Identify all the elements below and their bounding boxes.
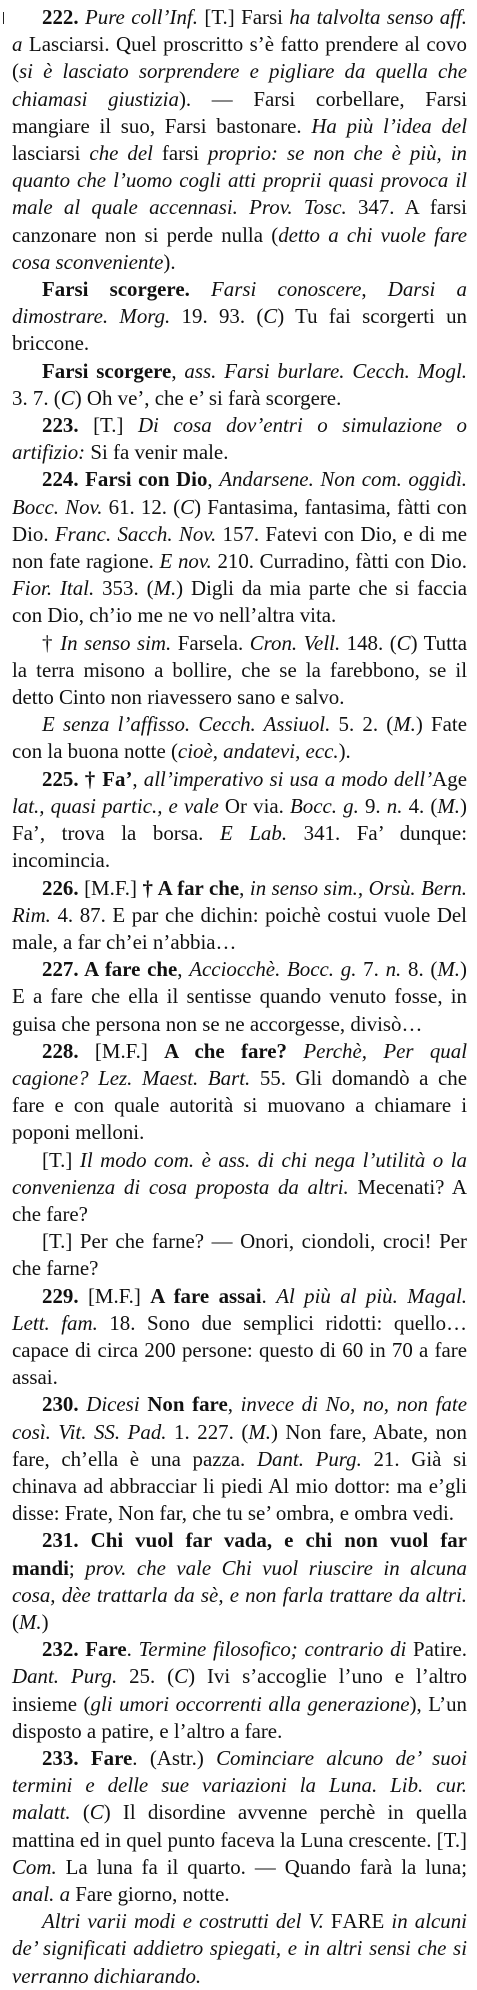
- entry-text-segment: 353. (: [94, 576, 154, 601]
- entry-text-segment: che del: [89, 141, 153, 166]
- entry-text-segment: C: [60, 385, 75, 410]
- entry-text-segment: [T.] Farsi: [197, 5, 290, 29]
- entry-text-segment: (: [70, 1800, 90, 1825]
- entry-text-segment: 148. (: [340, 630, 397, 655]
- entry-text-segment: [M.F.]: [84, 875, 143, 900]
- entry-text-segment: n.: [385, 957, 402, 982]
- entry-text-segment: Ha più l’idea del: [311, 113, 467, 138]
- entry-text-segment: (: [12, 1609, 19, 1634]
- entry-text-segment: ) Oh ve’, che e’ si farà scorgere.: [74, 385, 342, 410]
- entry-text-segment: Cron. Vell.: [249, 630, 341, 655]
- entry-text-segment: Cominciare alcuno de’ suoi termini e delle sue variazioni la Luna. Lib. cur. malatt.: [12, 1746, 467, 1825]
- entry-text-segment: 232. Fare: [42, 1637, 127, 1662]
- entry-text-segment: invece di No, no, non fate così. Vit. SS. Pad.: [12, 1392, 467, 1444]
- entry-text-segment: 222.: [42, 5, 85, 29]
- entry-text-segment: Il modo com. è ass. di chi nega l’utilità o la convenienza di cosa proposta da altri.: [12, 1147, 467, 1199]
- entry-text-segment: 224. Farsi con Dio: [42, 467, 208, 492]
- entry-e223: [12, 412, 467, 466]
- entry-text-segment: 3. 7. (: [12, 385, 61, 410]
- entry-text-segment: 5. 2. (: [330, 712, 394, 737]
- entry-text-segment: anal. a: [12, 1882, 71, 1907]
- entry-text-segment: Dant. Purg.: [12, 1664, 118, 1689]
- entry-e231: [12, 1527, 467, 1636]
- entry-text-segment: Fare giorno, notte.: [70, 1882, 230, 1907]
- entry-text-segment: . (Astr.): [132, 1746, 217, 1770]
- entry-text-segment: 230.: [42, 1392, 87, 1417]
- entry-text-segment: M.: [437, 793, 460, 818]
- entry-text-segment: 229.: [42, 1283, 88, 1308]
- entry-text-segment: [M.F.]: [87, 1283, 151, 1308]
- entry-text-segment: E senza l’affisso. Cecch. Assiuol.: [42, 712, 331, 737]
- entry-text-segment: in senso sim., Orsù. Bern. Rim.: [12, 875, 468, 927]
- entry-e228c: [12, 1228, 467, 1282]
- entry-text-segment: M.: [153, 576, 177, 601]
- entry-text-segment: 347. A farsi canzonare non si perde nulla (: [12, 195, 467, 247]
- entry-text-segment: A fare assai: [150, 1283, 262, 1308]
- entry-text-segment: ,: [177, 957, 190, 982]
- entry-e224c: [12, 711, 467, 765]
- entry-text-segment: Farsi conoscere: [211, 277, 362, 302]
- entry-text-segment: Di cosa dov’entri o simulazione o artifizio:: [12, 413, 468, 465]
- entry-text-segment: C: [89, 1800, 104, 1825]
- entry-text-segment: ) Fa’, trova la borsa.: [12, 793, 467, 846]
- entry-text-segment: [T.] Per che farne? — Onori, ciondoli, croci! Per che farne?: [12, 1229, 467, 1281]
- entry-text-segment: ARE: [342, 1909, 385, 1934]
- entry-text-segment: F: [323, 1909, 343, 1934]
- entry-text-segment: a: [12, 32, 23, 57]
- entry-text-segment: ,: [132, 766, 144, 791]
- entry-e233: [12, 1745, 467, 1908]
- entry-e228b: [12, 1147, 467, 1229]
- entry-text-segment: 1. 227. (: [166, 1419, 249, 1444]
- entry-text-segment: [T.]: [42, 1147, 80, 1172]
- entry-e232: [12, 1636, 467, 1745]
- entry-e224: [12, 466, 467, 629]
- entry-e228: [12, 1038, 467, 1147]
- entry-text-segment: ).: [338, 739, 351, 764]
- entry-text-segment: all’imperativo si usa a modo dell’: [143, 766, 433, 791]
- entry-text-segment: ): [41, 1609, 49, 1634]
- entry-text-segment: ) Digli da mia parte che si faccia con Dio, ch’io me ne vo nell’altra vita.: [12, 576, 468, 628]
- entry-text-segment: C: [180, 494, 195, 519]
- entry-text-segment: ,: [239, 875, 250, 900]
- entry-text-segment: M.: [437, 957, 460, 982]
- entry-text-segment: 21. Già si chinava ad abbracciar li piedi Al mio dottor: ma e’gli disse: Frate, Non far, che tu se’ ombra, e ombra vedi.: [12, 1446, 467, 1526]
- entry-e234: [12, 1908, 467, 1990]
- entry-text-segment: 4. 87. E par che dichin: poichè costui vuole Del male, a far ch’ei n’abbia…: [12, 902, 467, 954]
- entry-text-segment: ) Tu fai scorgerti un briccone.: [12, 304, 467, 356]
- entry-text-segment: Andarsene. Non com. oggidì. Bocc. Nov.: [12, 467, 468, 519]
- entry-text-segment: 8. (: [401, 957, 438, 982]
- entry-text-segment: ).: [163, 249, 176, 274]
- entry-text-segment: Non fare: [147, 1392, 228, 1417]
- entry-text-segment: n.: [386, 793, 403, 818]
- entry-text-segment: La luna fa il quarto. — Quando farà la luna;: [56, 1854, 467, 1879]
- entry-text-segment: [T.]: [93, 413, 138, 438]
- entry-text-segment: ;: [68, 1555, 86, 1580]
- entry-text-segment: cioè, andatevi, ecc.: [177, 739, 339, 764]
- entry-text-segment: 233. Fare: [42, 1746, 133, 1770]
- entry-text-segment: Bocc. g.: [290, 793, 359, 818]
- entry-text-segment: 157. Fatevi con Dio, e di me non fate ragione.: [12, 521, 467, 574]
- entry-text-segment: ) Il disordine avvenne perchè in quella mattina ed in quel punto faceva la Luna crescente. [T.]: [12, 1800, 467, 1852]
- entry-text-segment: Patire.: [406, 1637, 467, 1662]
- entry-text-segment: †: [42, 630, 61, 655]
- entry-text-segment: Mecenati? A che fare?: [12, 1174, 467, 1226]
- entry-text-segment: Or via.: [218, 793, 291, 818]
- entry-e224b: [12, 630, 467, 712]
- entry-text-segment: .: [126, 1637, 139, 1662]
- entry-text-segment: Termine filosofico; contrario di: [138, 1637, 407, 1662]
- margin-mark: [3, 12, 4, 24]
- entry-text-segment: In senso sim.: [60, 630, 172, 655]
- entry-e227: [12, 956, 467, 1038]
- entry-text-segment: M.: [393, 712, 416, 737]
- entry-text-segment: Altri varii modi e costrutti del V.: [42, 1909, 324, 1934]
- entry-text-segment: detto a chi vuole fare cosa sconveniente: [12, 222, 467, 274]
- entry-text-segment: M.: [248, 1419, 271, 1444]
- entry-text-segment: ) E a fare che ella il sentisse quando venuto fosse, in guisa che persona non se ne accorgesse, divisò…: [12, 957, 467, 1036]
- entry-text-segment: 55. Gli domandò a che fare e con quale autorità si muovano a chiamare i poponi melloni.: [12, 1065, 467, 1145]
- entry-text-segment: 18. Sono due semplici ridotti: quello… capace di circa 200 persone: questo di 60 in 70 a fare assai.: [12, 1310, 467, 1390]
- entry-text-segment: 223.: [42, 413, 94, 438]
- entry-text-segment: Fior. Ital.: [12, 576, 95, 601]
- entry-text-segment: 61. 12. (: [102, 494, 181, 519]
- entry-text-segment: C: [263, 304, 278, 329]
- entry-text-segment: 225. † Fa’: [42, 766, 133, 791]
- entry-text-segment: † A far che: [142, 875, 240, 900]
- entry-e222: [12, 4, 467, 276]
- entry-text-segment: ,: [227, 1392, 241, 1417]
- entry-text-segment: Com.: [12, 1854, 57, 1879]
- entry-text-segment: ) Ivi s’accoglie l’uno e l’altro insieme (: [12, 1664, 467, 1716]
- entry-text-segment: Franc. Sacch. Nov.: [54, 521, 217, 546]
- entry-text-segment: E nov.: [159, 549, 212, 574]
- entry-e226: [12, 875, 467, 957]
- entry-text-segment: Al più al più. Magal. Lett. fam.: [12, 1283, 468, 1335]
- entry-text-segment: E Lab.: [219, 821, 288, 846]
- entry-text-segment: Acciocchè. Bocc. g.: [189, 957, 357, 982]
- entry-text-segment: Pure coll’Inf.: [84, 5, 198, 29]
- entry-text-segment: si è lasciato sorprendere e pigliare da quella che chiamasi giustizia: [12, 59, 467, 111]
- entry-text-segment: ). — Farsi corbellare, Farsi mangiare il suo, Farsi bastonare.: [12, 86, 468, 138]
- entry-e222b: [12, 276, 467, 358]
- entry-text-segment: C: [174, 1664, 189, 1689]
- entry-text-segment: ass. Farsi burlare. Cecch. Mogl.: [184, 358, 468, 383]
- entry-text-segment: ha talvolta senso aff.: [289, 5, 468, 29]
- entry-text-segment: Farsi scorgere.: [42, 277, 211, 302]
- entry-text-segment: 227. A fare che: [42, 957, 178, 982]
- entry-text-segment: ) Fate con la buona notte (: [12, 712, 467, 764]
- entry-text-segment: lasciarsi: [12, 141, 90, 166]
- entry-text-segment: Perchè, Per qual cagione? Lez. Maest. Bart.: [12, 1038, 467, 1090]
- entry-e230: [12, 1391, 467, 1527]
- entries-column: [12, 4, 467, 1990]
- entry-e222c: [12, 358, 467, 412]
- entry-text-segment: 7.: [356, 957, 386, 982]
- entry-text-segment: 341. Fa’ dunque: incomincia.: [12, 821, 468, 873]
- entry-text-segment: farsi: [152, 141, 208, 166]
- entry-e229: [12, 1283, 467, 1392]
- entry-text-segment: C: [396, 630, 411, 655]
- entry-text-segment: 9.: [358, 793, 387, 818]
- entry-text-segment: lat., quasi partic., e vale: [12, 793, 219, 818]
- entry-text-segment: gli umori occorrenti alla generazione: [90, 1691, 410, 1716]
- entry-text-segment: ,: [361, 277, 388, 302]
- entry-text-segment: Farsi scorgere: [42, 358, 172, 383]
- entry-text-segment: .: [261, 1283, 277, 1308]
- entry-text-segment: Dant. Purg.: [256, 1446, 362, 1471]
- entry-text-segment: ), L’un disposto a patire, e l’altro a fare.: [12, 1691, 467, 1743]
- entry-text-segment: ) Tutta la terra misono a bollire, che se la farebbono, se il detto Cinto non riavessero sano e salvo.: [12, 630, 468, 710]
- entry-e225: [12, 766, 467, 875]
- entry-text-segment: ) Non fare, Abate, non fare, ch’ella è una pazza.: [12, 1419, 467, 1471]
- entry-text-segment: Si fa venir male.: [85, 440, 229, 465]
- entry-text-segment: 226.: [42, 875, 85, 900]
- entry-text-segment: 25. (: [117, 1664, 175, 1689]
- entry-text-segment: proprio: se non che è più, in quanto che l’uomo cogli atti proprii quasi provoca il male al quale accennasi. Prov. Tosc.: [12, 141, 467, 220]
- entry-text-segment: ) Fantasima, fantasima, fàtti con Dio.: [12, 494, 467, 546]
- entry-text-segment: 228.: [42, 1038, 95, 1063]
- entry-text-segment: prov. che vale Chi vuol riuscire in alcuna cosa, dèe trattarla da sè, e non farla trattare da altri.: [12, 1555, 467, 1607]
- entry-text-segment: 231. Chi vuol far vada, e chi non vuol far mandi: [12, 1528, 467, 1580]
- entry-text-segment: A che fare?: [164, 1038, 288, 1063]
- entry-text-segment: Lasciarsi. Quel proscritto s’è fatto prendere al covo (: [12, 32, 467, 84]
- entry-text-segment: 4. (: [402, 793, 438, 818]
- entry-text-segment: Darsi a dimostrare. Morg.: [12, 277, 467, 329]
- entry-text-segment: Farsela.: [171, 630, 250, 655]
- entry-text-segment: ,: [171, 358, 185, 383]
- entry-text-segment: Dicesi: [86, 1392, 140, 1417]
- entry-text-segment: M.: [18, 1609, 42, 1634]
- entry-text-segment: [M.F.]: [94, 1038, 165, 1063]
- entry-text-segment: 210. Curradino, fàtti con Dio.: [211, 549, 467, 574]
- entry-text-segment: Age: [432, 766, 467, 791]
- entry-text-segment: 19. 93. (: [170, 304, 264, 329]
- entry-text-segment: in alcuni de’ significati addietro spiegati, e in altri sensi che si verranno dichiarando.: [12, 1909, 467, 1988]
- entry-text-segment: [287, 1039, 303, 1063]
- entry-text-segment: ,: [207, 467, 220, 492]
